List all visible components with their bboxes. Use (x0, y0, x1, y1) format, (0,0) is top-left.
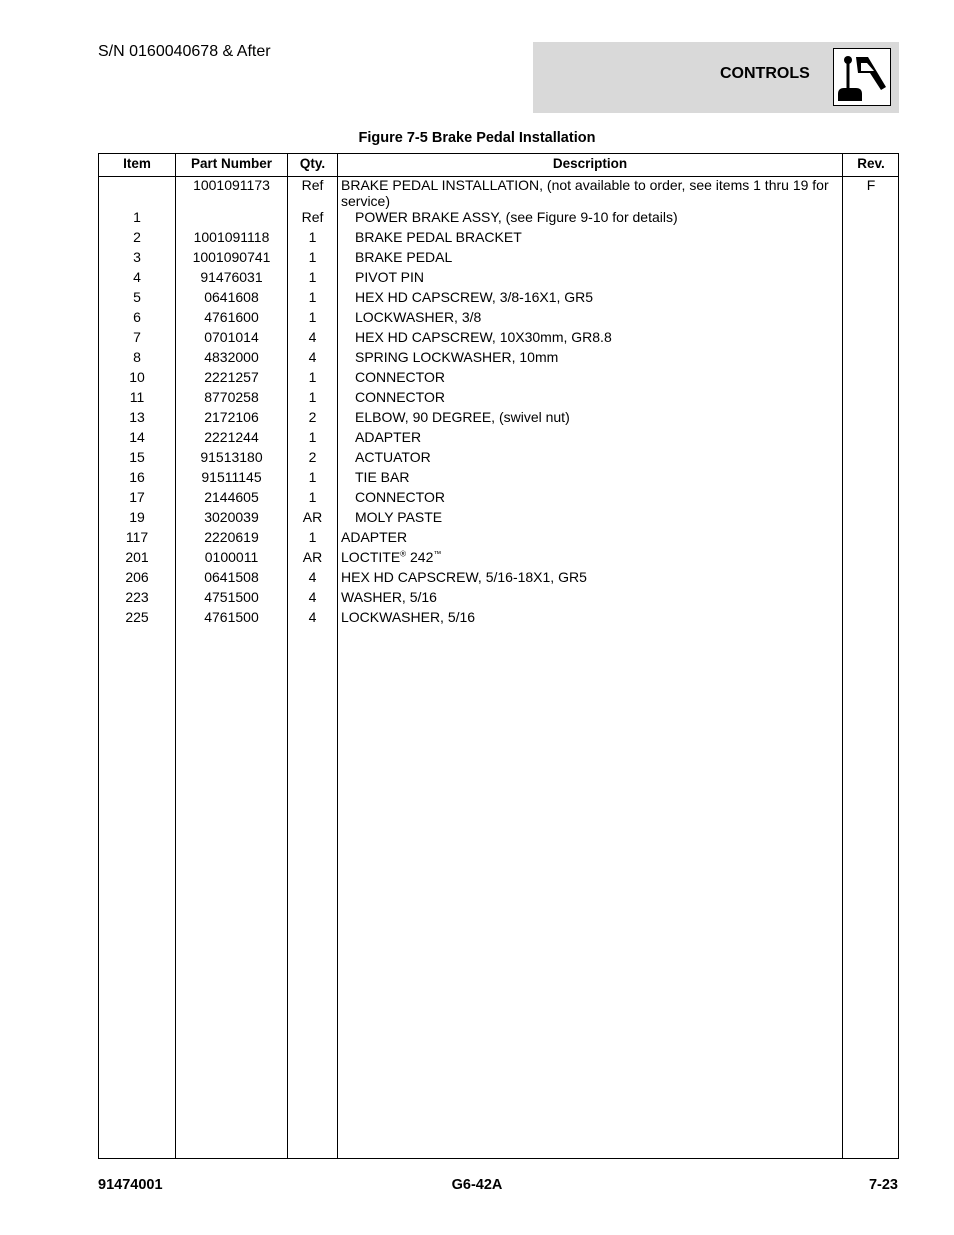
qty-cell: 1 (308, 269, 317, 285)
table-row (99, 209, 898, 229)
item-cell: 223 (125, 589, 149, 605)
table-body (99, 177, 898, 629)
table-row (99, 569, 898, 589)
table-row (99, 289, 898, 309)
item-cell: 17 (129, 489, 145, 505)
part-number-cell: 1001090741 (192, 249, 271, 265)
table-row (99, 529, 898, 549)
column-header-qty: Qty. (299, 156, 326, 171)
joystick-lever-icon (833, 48, 891, 106)
qty-cell: 4 (308, 589, 317, 605)
item-cell: 7 (133, 329, 141, 345)
item-cell: 201 (125, 549, 149, 565)
part-number-cell: 0641608 (204, 289, 259, 305)
description-cell: WASHER, 5/16 (341, 589, 437, 605)
part-number-cell: 91476031 (200, 269, 263, 285)
item-cell: 2 (133, 229, 141, 245)
table-row (99, 609, 898, 629)
item-cell: 225 (125, 609, 149, 625)
qty-cell: 1 (308, 369, 317, 385)
trademark-symbol: ™ (433, 549, 442, 559)
qty-cell: Ref (301, 209, 324, 225)
table-row (99, 589, 898, 609)
table-row (99, 349, 898, 369)
description-cell: ADAPTER (355, 429, 422, 445)
description-cell: LOCKWASHER, 5/16 (341, 609, 476, 625)
table-row (99, 549, 898, 569)
qty-cell: 1 (308, 529, 317, 545)
qty-cell: Ref (301, 177, 324, 193)
qty-cell: 4 (308, 349, 317, 365)
table-row (99, 269, 898, 289)
qty-cell: AR (302, 549, 323, 565)
table-row (99, 489, 898, 509)
item-cell: 19 (129, 509, 145, 525)
description-cell: MOLY PASTE (355, 509, 443, 525)
qty-cell: 4 (308, 569, 317, 585)
table-row (99, 329, 898, 349)
part-number-cell: 2221244 (204, 429, 259, 445)
part-number-cell: 4832000 (204, 349, 259, 365)
part-number-cell: 0641508 (204, 569, 259, 585)
table-row (99, 249, 898, 269)
table-row (99, 409, 898, 429)
description-cell: ACTUATOR (355, 449, 431, 465)
qty-cell: 4 (308, 329, 317, 345)
section-title: CONTROLS (720, 65, 810, 82)
item-cell: 6 (133, 309, 141, 325)
item-cell: 3 (133, 249, 141, 265)
item-cell: 11 (129, 389, 145, 405)
item-cell: 5 (133, 289, 141, 305)
parts-table (98, 153, 899, 1159)
table-row (99, 449, 898, 469)
item-cell: 117 (125, 529, 149, 545)
description-cell: ADAPTER (341, 529, 408, 545)
table-row (99, 309, 898, 329)
description-cell: LOCTITE® 242™ (341, 549, 442, 565)
column-header-item: Item (123, 156, 151, 171)
table-row (99, 429, 898, 449)
part-number-cell: 4761500 (204, 609, 259, 625)
trademark-symbol: ® (400, 549, 407, 559)
item-cell: 13 (129, 409, 145, 425)
column-header-part-number: Part Number (190, 156, 273, 171)
qty-cell: AR (302, 509, 323, 525)
qty-cell: 1 (308, 289, 317, 305)
description-cell: HEX HD CAPSCREW, 10X30mm, GR8.8 (355, 329, 612, 345)
qty-cell: 1 (308, 429, 317, 445)
serial-number: S/N 0160040678 & After (98, 43, 271, 60)
description-cell: POWER BRAKE ASSY, (see Figure 9-10 for details) (355, 209, 678, 225)
footer-page-number: 7-23 (868, 1177, 898, 1193)
part-number-cell: 3020039 (204, 509, 259, 525)
qty-cell: 1 (308, 489, 317, 505)
column-header-description: Description (552, 156, 628, 171)
part-number-cell: 4751500 (204, 589, 259, 605)
description-cell: SPRING LOCKWASHER, 10mm (355, 349, 559, 365)
description-cell: BRAKE PEDAL (355, 249, 453, 265)
qty-cell: 1 (308, 309, 317, 325)
description-cell: TIE BAR (355, 469, 410, 485)
description-cell: BRAKE PEDAL BRACKET (355, 229, 522, 245)
part-number-cell: 1001091173 (193, 177, 270, 193)
qty-cell: 1 (308, 229, 317, 245)
item-cell: 1 (133, 209, 141, 225)
table-row (99, 369, 898, 389)
item-cell: 16 (129, 469, 145, 485)
qty-cell: 2 (308, 409, 317, 425)
footer-model: G6-42A (451, 1177, 503, 1193)
table-row (99, 177, 898, 209)
part-number-cell: 2220619 (204, 529, 259, 545)
part-number-cell: 2172106 (204, 409, 259, 425)
item-cell: 10 (129, 369, 145, 385)
description-cell: BRAKE PEDAL INSTALLATION, (not available to order, see items 1 thru 19 for service) (341, 177, 829, 209)
description-cell: CONNECTOR (355, 369, 445, 385)
rev-cell: F (866, 177, 876, 193)
qty-cell: 1 (308, 469, 317, 485)
table-row (99, 469, 898, 489)
part-number-cell: 0701014 (204, 329, 259, 345)
description-cell: CONNECTOR (355, 389, 445, 405)
part-number-cell: 2144605 (204, 489, 259, 505)
description-cell: HEX HD CAPSCREW, 5/16-18X1, GR5 (341, 569, 587, 585)
table-row (99, 229, 898, 249)
part-number-cell: 4761600 (204, 309, 259, 325)
item-cell: 4 (133, 269, 141, 285)
item-cell: 14 (129, 429, 145, 445)
description-cell: ELBOW, 90 DEGREE, (swivel nut) (355, 409, 570, 425)
part-number-cell: 2221257 (204, 369, 259, 385)
description-cell: LOCKWASHER, 3/8 (355, 309, 482, 325)
table-row (99, 509, 898, 529)
item-cell: 8 (133, 349, 141, 365)
part-number-cell: 0100011 (204, 549, 259, 565)
item-cell: 15 (129, 449, 145, 465)
item-cell: 206 (125, 569, 149, 585)
part-number-cell: 1001091118 (193, 229, 270, 245)
table-row (99, 389, 898, 409)
description-cell: HEX HD CAPSCREW, 3/8-16X1, GR5 (355, 289, 594, 305)
footer-document-number: 91474001 (98, 1177, 163, 1193)
qty-cell: 1 (308, 249, 317, 265)
part-number-cell: 91513180 (200, 449, 263, 465)
part-number-cell: 8770258 (204, 389, 259, 405)
qty-cell: 2 (308, 449, 317, 465)
part-number-cell: 91511145 (201, 469, 262, 485)
column-header-rev: Rev. (857, 156, 885, 171)
qty-cell: 1 (308, 389, 317, 405)
figure-title: Figure 7-5 Brake Pedal Installation (358, 130, 596, 146)
qty-cell: 4 (308, 609, 317, 625)
description-cell: CONNECTOR (355, 489, 445, 505)
description-cell: PIVOT PIN (355, 269, 424, 285)
